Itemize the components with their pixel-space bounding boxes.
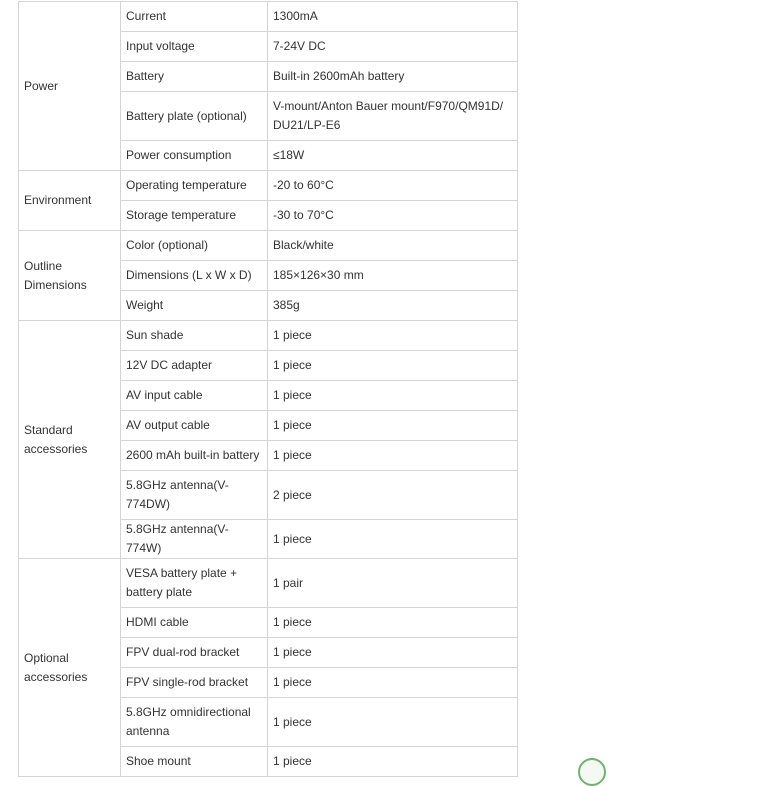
- spec-label: AV input cable: [121, 381, 268, 411]
- spec-value: 2 piece: [268, 471, 518, 520]
- spec-value: 1 piece: [268, 698, 518, 747]
- spec-value: 1 piece: [268, 411, 518, 441]
- spec-label: HDMI cable: [121, 608, 268, 638]
- spec-label: 2600 mAh built-in battery: [121, 441, 268, 471]
- table-row: [19, 231, 518, 261]
- spec-value: 1 piece: [268, 381, 518, 411]
- spec-label: Power consumption: [121, 141, 268, 171]
- spec-label: FPV dual-rod bracket: [121, 638, 268, 668]
- spec-label: Sun shade: [121, 321, 268, 351]
- spec-label: Battery plate (optional): [121, 92, 268, 141]
- spec-value: 1 piece: [268, 321, 518, 351]
- table-row: [19, 559, 518, 608]
- spec-value: 1300mA: [268, 2, 518, 32]
- spec-value: 7-24V DC: [268, 32, 518, 62]
- spec-label: Input voltage: [121, 32, 268, 62]
- spec-label: Color (optional): [121, 231, 268, 261]
- spec-label: Shoe mount: [121, 747, 268, 777]
- table-row: [19, 171, 518, 201]
- spec-value: ≤18W: [268, 141, 518, 171]
- group-label-environment: Environment: [19, 171, 121, 231]
- spec-value: 1 piece: [268, 747, 518, 777]
- spec-value: V-mount/Anton Bauer mount/F970/QM91D/ DU21/LP-E6: [268, 92, 518, 141]
- floating-widget-icon[interactable]: [578, 758, 606, 786]
- spec-value: 1 piece: [268, 441, 518, 471]
- spec-value: -20 to 60°C: [268, 171, 518, 201]
- spec-label: AV output cable: [121, 411, 268, 441]
- spec-label: 5.8GHz antenna(V-774W): [121, 520, 268, 559]
- spec-label: VESA battery plate + battery plate: [121, 559, 268, 608]
- group-label-power: Power: [19, 2, 121, 171]
- group-label-outline-dimensions: Outline Dimensions: [19, 231, 121, 321]
- spec-label: Operating temperature: [121, 171, 268, 201]
- spec-value: 185×126×30 mm: [268, 261, 518, 291]
- spec-label: 5.8GHz omnidirectional antenna: [121, 698, 268, 747]
- spec-value: 385g: [268, 291, 518, 321]
- spec-value: 1 piece: [268, 351, 518, 381]
- spec-label: Weight: [121, 291, 268, 321]
- spec-value: 1 piece: [268, 520, 518, 559]
- table-row: [19, 321, 518, 351]
- spec-value: 1 piece: [268, 668, 518, 698]
- spec-label: Current: [121, 2, 268, 32]
- group-label-optional-accessories: Optional accessories: [19, 559, 121, 777]
- table-row: [19, 2, 518, 32]
- spec-label: FPV single-rod bracket: [121, 668, 268, 698]
- spec-label: Battery: [121, 62, 268, 92]
- spec-table: [18, 1, 518, 777]
- spec-label: 12V DC adapter: [121, 351, 268, 381]
- spec-value: 1 pair: [268, 559, 518, 608]
- spec-value: Black/white: [268, 231, 518, 261]
- spec-label: 5.8GHz antenna(V-774DW): [121, 471, 268, 520]
- spec-value: 1 piece: [268, 608, 518, 638]
- spec-value: -30 to 70°C: [268, 201, 518, 231]
- spec-label: Dimensions (L x W x D): [121, 261, 268, 291]
- spec-value: 1 piece: [268, 638, 518, 668]
- group-label-standard-accessories: Standard accessories: [19, 321, 121, 559]
- spec-label: Storage temperature: [121, 201, 268, 231]
- spec-value: Built-in 2600mAh battery: [268, 62, 518, 92]
